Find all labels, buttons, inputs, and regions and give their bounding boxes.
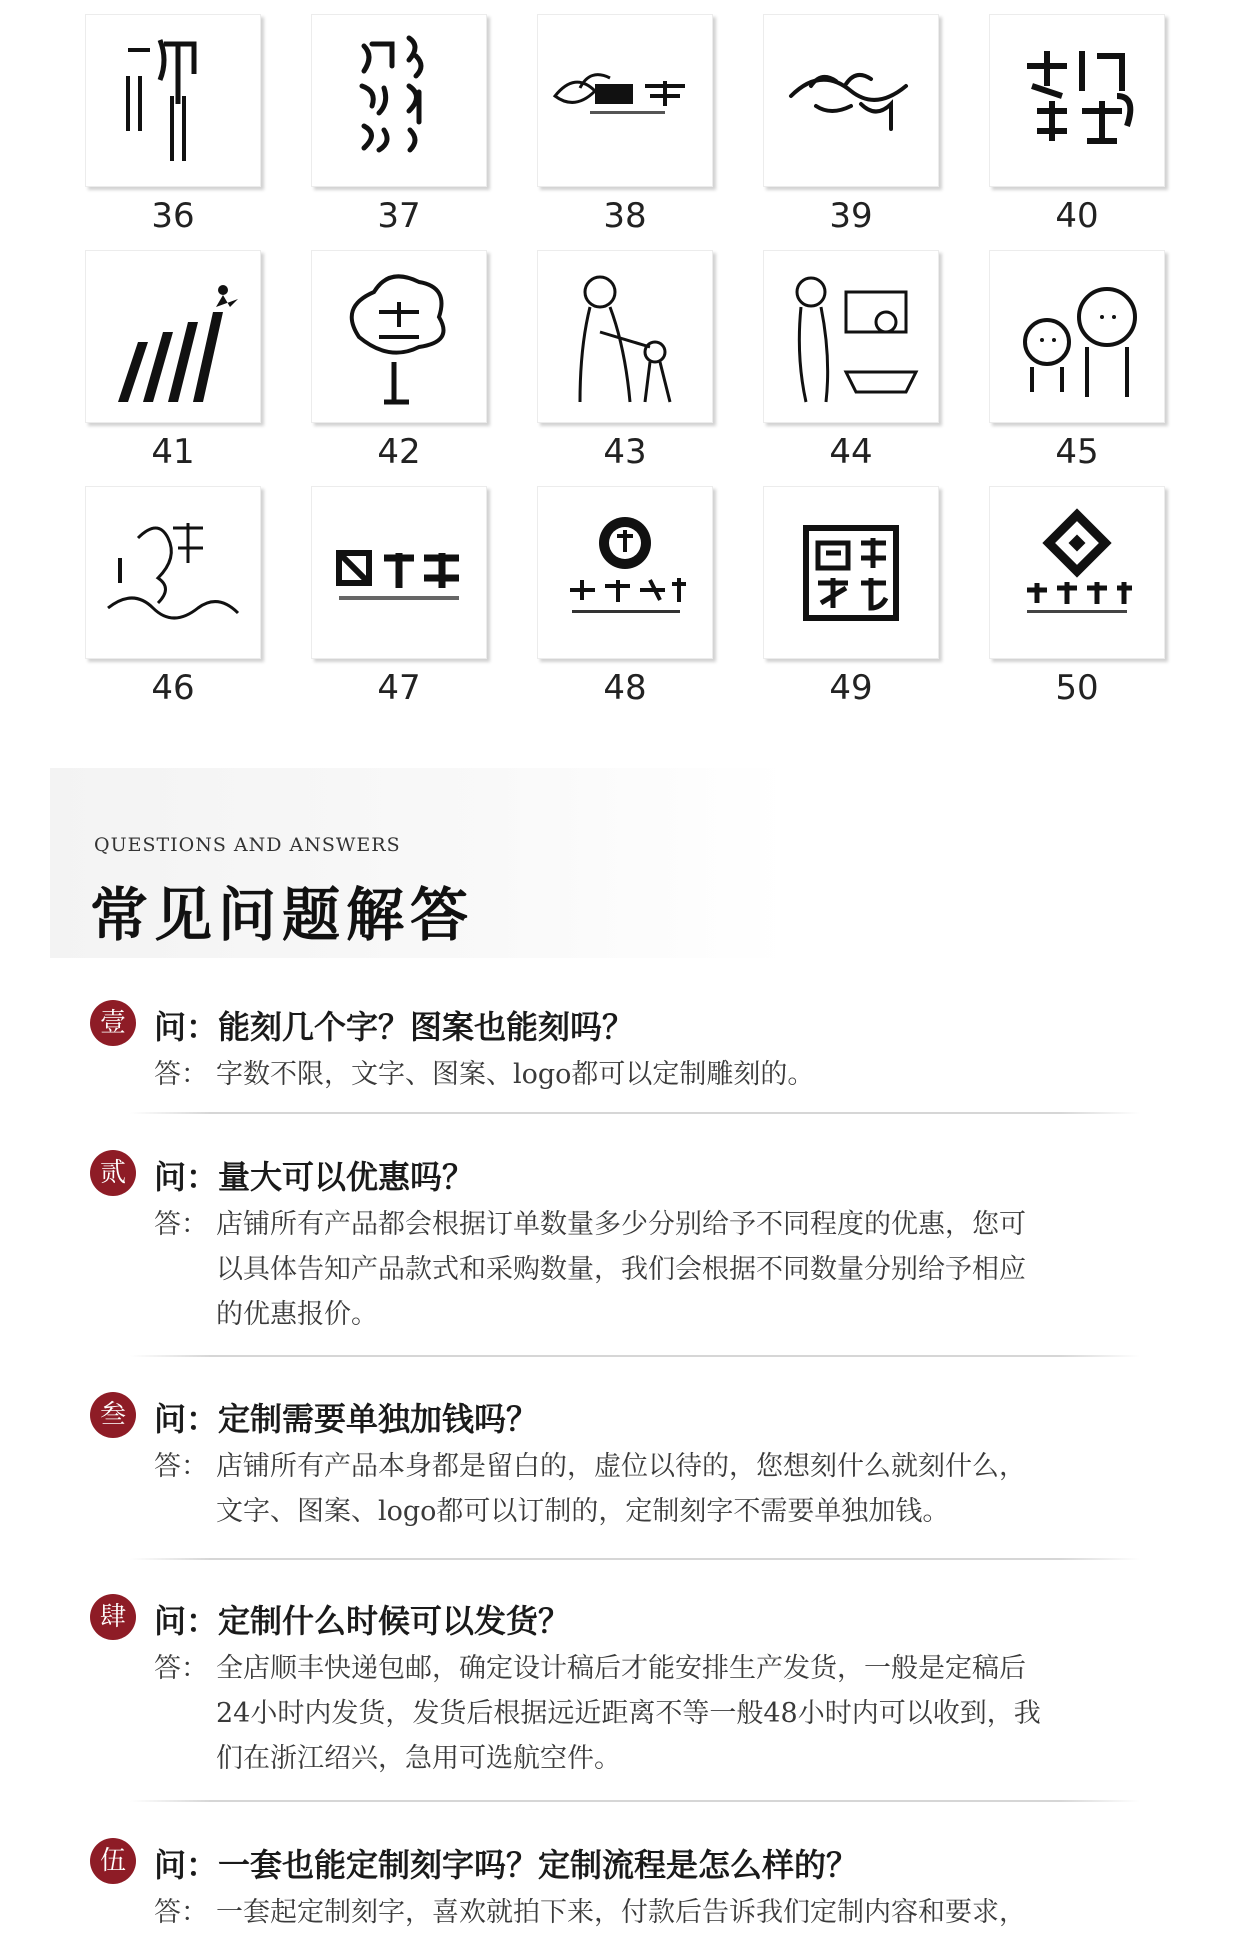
thumbnail-card[interactable] (763, 486, 939, 722)
answer-label: 答： (154, 1653, 208, 1684)
faq-question: 问：定制需要单独加钱吗？ (154, 1400, 539, 1438)
thumbnail-number: 41 (151, 432, 195, 472)
thumbnail-card[interactable] (989, 250, 1165, 486)
answer-line: 一套起定制刻字，喜欢就拍下来，付款后告诉我们定制内容和要求， (216, 1897, 1026, 1928)
thumbnail-number: 50 (1055, 668, 1099, 708)
faq-answer (154, 1202, 1154, 1337)
answer-line: 店铺所有产品都会根据订单数量多少分别给予不同程度的优惠，您可 (216, 1209, 1026, 1240)
seal-stamp-icon (763, 486, 939, 659)
answer-label: 答： (154, 1451, 208, 1482)
teachers-day-title-icon (763, 14, 939, 187)
zheshang-bank-logo-icon (989, 486, 1165, 659)
faq-question: 问：能刻几个字？图案也能刻吗？ (154, 1008, 635, 1046)
answer-line: 24小时内发货，发货后根据远近距离不等一般48小时内可以收到，我 (216, 1698, 1041, 1729)
thumbnail-number: 43 (603, 432, 647, 472)
faq-answer (154, 1444, 1154, 1534)
thumbnail-number: 46 (151, 668, 195, 708)
faq-question: 问：量大可以优惠吗？ (154, 1158, 475, 1196)
thumbnail-card[interactable] (85, 250, 261, 486)
thumbnail-number: 36 (151, 196, 195, 236)
ink-landscape-icon (85, 486, 261, 659)
answer-line: 们在浙江绍兴，急用可选航空件。 (216, 1743, 621, 1774)
answer-label: 答： (154, 1897, 208, 1928)
teacher-thanks-text-icon (989, 14, 1165, 187)
thumbnail-card[interactable] (85, 486, 261, 722)
answer-label: 答： (154, 1059, 208, 1090)
thumbnail-number: 39 (829, 196, 873, 236)
faq-question: 问：一套也能定制刻字吗？定制流程是怎么样的？ (154, 1846, 859, 1884)
vanke-logo-icon (311, 486, 487, 659)
faq-divider (130, 1800, 1140, 1802)
calligraphy-proverb-icon (311, 14, 487, 187)
teachers-day-banner-icon (537, 14, 713, 187)
faq-number-badge: 叁 (90, 1392, 136, 1438)
thumbnail-card[interactable] (311, 486, 487, 722)
faq-answer (154, 1890, 1154, 1935)
thumbnail-card[interactable] (537, 14, 713, 250)
thumbnail-card[interactable] (537, 486, 713, 722)
answer-line: 店铺所有产品本身都是留白的，虚位以待的，您想刻什么就刻什么， (216, 1451, 1026, 1482)
design-thumbnail-grid (85, 14, 1165, 722)
classroom-sketch-icon (763, 250, 939, 423)
cartoon-kids-icon (989, 250, 1165, 423)
thumbnail-number: 48 (603, 668, 647, 708)
thumbnail-number: 37 (377, 196, 421, 236)
teacher-student-sketch-icon (537, 250, 713, 423)
answer-line: 字数不限，文字、图案、logo都可以定制雕刻的。 (216, 1059, 815, 1090)
qa-title: 常见问题解答 (90, 881, 475, 949)
faq-answer (154, 1646, 1154, 1781)
thumbnail-card[interactable] (989, 14, 1165, 250)
answer-line: 以具体告知产品款式和采购数量，我们会根据不同数量分别给予相应 (216, 1254, 1026, 1285)
faq-divider (130, 1355, 1140, 1357)
thumbnail-card[interactable] (763, 250, 939, 486)
calligraphy-teacher-icon (85, 14, 261, 187)
faq-answer (154, 1052, 1154, 1097)
answer-label: 答： (154, 1209, 208, 1240)
thumbnail-card[interactable] (763, 14, 939, 250)
answer-line: 的优惠报价。 (216, 1299, 378, 1330)
faq-question: 问：定制什么时候可以发货？ (154, 1602, 571, 1640)
thumbnail-card[interactable] (311, 14, 487, 250)
faq-number-badge: 肆 (90, 1594, 136, 1640)
thumbnail-number: 49 (829, 668, 873, 708)
faq-divider (130, 1558, 1140, 1560)
faq-divider (130, 1112, 1140, 1114)
thumbnail-card[interactable] (989, 486, 1165, 722)
answer-line: 全店顺丰快递包邮，确定设计稿后才能安排生产发货，一般是定稿后 (216, 1653, 1026, 1684)
teacher-tree-icon (311, 250, 487, 423)
thumbnail-card[interactable] (85, 14, 261, 250)
thumbnail-card[interactable] (537, 250, 713, 486)
peking-university-logo-icon (537, 486, 713, 659)
thumbnail-number: 44 (829, 432, 873, 472)
thumbnail-number: 38 (603, 196, 647, 236)
answer-line: 文字、图案、logo都可以订制的，定制刻字不需要单独加钱。 (216, 1496, 950, 1527)
faq-number-badge: 壹 (90, 1000, 136, 1046)
qa-english-title: QUESTIONS AND ANSWERS (94, 834, 401, 856)
thumbnail-number: 40 (1055, 196, 1099, 236)
thumbnail-card[interactable] (311, 250, 487, 486)
teacher-stairs-icon (85, 250, 261, 423)
thumbnail-number: 45 (1055, 432, 1099, 472)
faq-number-badge: 伍 (90, 1838, 136, 1884)
faq-number-badge: 贰 (90, 1150, 136, 1196)
thumbnail-number: 42 (377, 432, 421, 472)
thumbnail-number: 47 (377, 668, 421, 708)
